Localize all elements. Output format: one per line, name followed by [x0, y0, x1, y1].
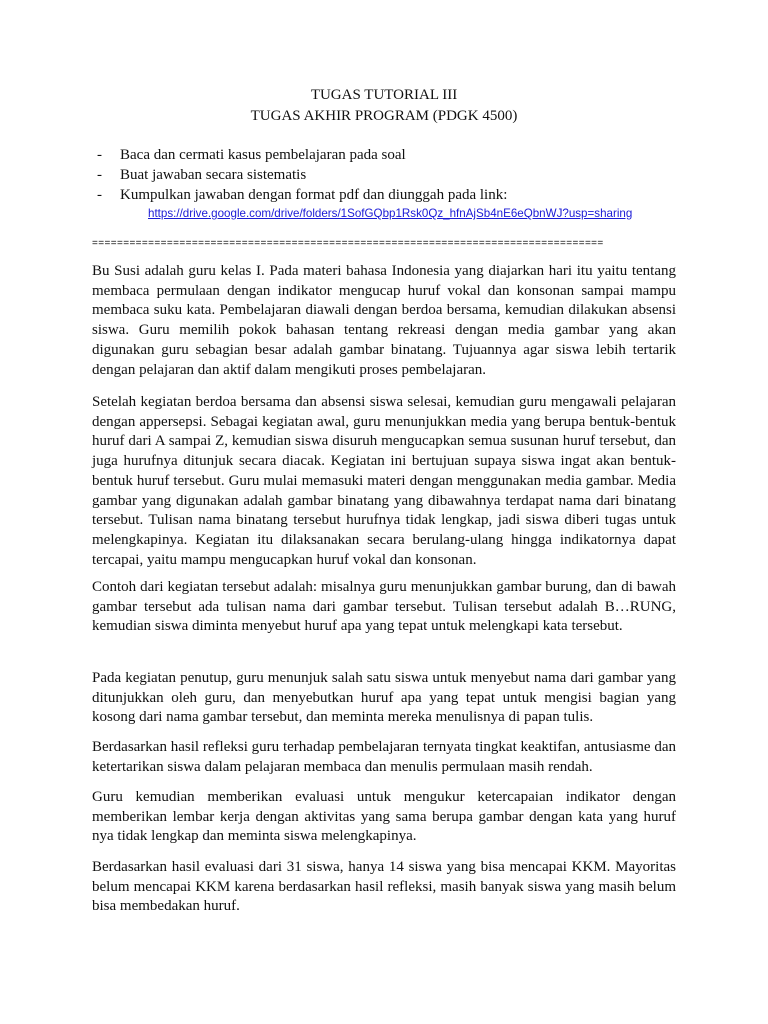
instruction-text: Kumpulkan jawaban dengan format pdf dan diunggah pada link: — [120, 187, 508, 203]
case-paragraph: Contoh dari kegiatan tersebut adalah: misalnya guru menunjukkan gambar burung, dan di bawah gambar tersebut ada tulisan nama dari gambar tersebut. Tulisan tersebut adalah B…RUNG, kemudian siswa diminta menyebut huruf apa yang tepat untuk melengkapi kata tersebut. — [92, 579, 676, 635]
instruction-text: Baca dan cermati kasus pembelajaran pada soal — [120, 147, 406, 163]
instruction-list — [92, 145, 632, 223]
instruction-text: Buat jawaban secara sistematis — [120, 167, 307, 183]
bullet-dash: - — [97, 147, 102, 163]
bullet-dash: - — [97, 187, 102, 203]
case-paragraph: Setelah kegiatan berdoa bersama dan absensi siswa selesai, kemudian guru mengawali pelajaran dengan appersepsi. Sebagai kegiatan awal, guru menunjukkan media yang berupa bentuk-bentuk huruf dari A sampai Z, kemudian siswa disuruh mengucapkan semua susunan huruf tersebut, dan juga hurufnya ditunjuk secara diacak. Kegiatan ini bertujuan supaya siswa ingat akan bentuk-bentuk huruf tersebut. Guru mulai memasuki materi dengan menggunakan media gambar. Media gambar yang digunakan adalah gambar binatang yang dibawahnya terdapat nama dari binatang tersebut. Tulisan nama binatang tersebut hurufnya tidak lengkap, jadi siswa diberi tugas untuk melengkapinya. Kegiatan itu dilaksanakan secara berulang-ulang hingga indikatornya dapat tercapai, yaitu mampu mengucapkan huruf vokal dan konsonan. — [92, 394, 676, 568]
bullet-dash: - — [97, 167, 102, 183]
case-paragraph: Guru kemudian memberikan evaluasi untuk mengukur ketercapaian indikator dengan memberikan lembar kerja dengan aktivitas yang sama berupa gambar dengan kata yang huruf nya tidak lengkap dan meminta siswa melengkapinya. — [92, 789, 676, 845]
instruction-item — [92, 145, 632, 165]
instruction-item — [92, 185, 632, 223]
case-paragraph: Bu Susi adalah guru kelas I. Pada materi bahasa Indonesia yang diajarkan hari itu yaitu tentang membaca permulaan dengan indikator mengucap huruf vokal dan konsonan sampai mampu membaca suku kata. Pembelajaran diawali dengan berdoa bersama, kemudian dilakukan absensi siswa. Guru memilih pokok bahasan tentang rekreasi dengan media gambar yang akan digunakan guru sebagian besar adalah gambar binatang. Tujuannya agar siswa lebih tertarik dengan pelajaran dan aktif dalam mengikuti proses pembelajaran. — [92, 263, 676, 378]
separator-line: ================================================================================== — [92, 238, 604, 249]
case-paragraph: Berdasarkan hasil evaluasi dari 31 siswa, hanya 14 siswa yang bisa mencapai KKM. Mayoritas belum mencapai KKM karena berdasarkan hasil refleksi, masih banyak siswa yang masih belum bisa membedakan huruf. — [92, 859, 676, 915]
instruction-item — [92, 165, 632, 185]
submission-link[interactable]: https://drive.google.com/drive/folders/1SofGQbp1Rsk0Qz_hfnAjSb4nE6eQbnWJ?usp=sharing — [148, 207, 633, 220]
document-title: TUGAS TUTORIAL III — [310, 87, 458, 103]
case-paragraph: Berdasarkan hasil refleksi guru terhadap pembelajaran ternyata tingkat keaktifan, antusiasme dan ketertarikan siswa dalam pelajaran membaca dan menulis permulaan masih rendah. — [92, 739, 676, 775]
case-paragraph: Pada kegiatan penutup, guru menunjuk salah satu siswa untuk menyebut nama dari gambar yang ditunjukkan oleh guru, dan menyebutkan huruf apa yang tepat untuk mengisi bagian yang kosong dari nama gambar tersebut, dan meminta mereka menulisnya di papan tulis. — [92, 670, 676, 726]
document-subtitle: TUGAS AKHIR PROGRAM (PDGK 4500) — [250, 108, 518, 124]
